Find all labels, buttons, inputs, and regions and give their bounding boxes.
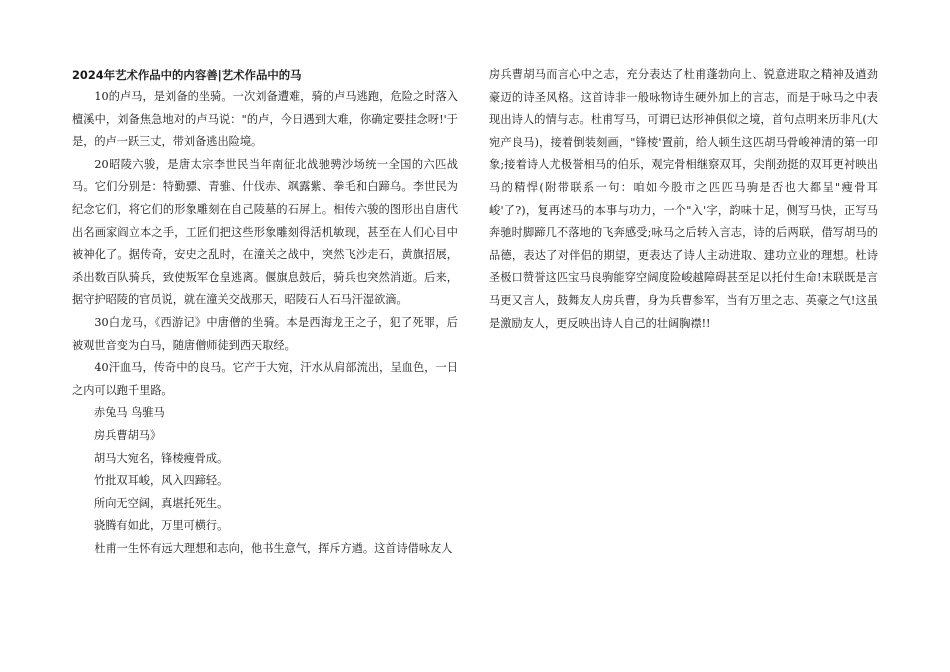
right-column xyxy=(489,64,878,335)
poem-line: 赤兔马 鸟骓马 xyxy=(94,406,165,420)
paragraph-commentary-start: 杜甫一生怀有远大理想和志向，他书生意气，挥斥方遒。这首诗借咏友人 xyxy=(94,541,453,555)
poem-line: 骁腾有如此，万里可横行。 xyxy=(94,519,229,533)
paragraph-dilu: 10的卢马，是刘备的坐骑。一次刘备遭难，骑的卢马逃跑，危险之时落入檀溪中，刘备焦急地对的卢马说："的卢，今日遇到大难，你确定要挂念呀!'于是，的卢一跃三丈，带刘备逃出险境。 xyxy=(72,90,458,149)
poem-line: 竹批双耳峻，风入四蹄轻。 xyxy=(94,474,229,488)
paragraph-zhaoling-six-steeds: 20昭陵六骏，是唐太宗李世民当年南征北战驰骋沙场统一全国的六匹战马。它们分别是：特勤骠、青骓、什伐赤、飒露紫、拳毛和白蹄乌。李世民为纪念它们，将它们的形象雕刻在自己陵墓的石屏上。相传六骏的图形出自唐代出名画家阎立本之手，工匠们把这些形象雕刻得活机敏现，甚至在人们心目中被神化了。据传奇，安史之乱时，在潼关之战中，突然飞沙走石，黄旗招展，杀出数百队骑兵，致使叛军仓皇逃离。偃旗息鼓后，骑兵也突然消逝。后来，据守护昭陵的官员说，就在潼关交战那天，昭陵石人石马汗湿欲滴。 xyxy=(72,157,458,307)
paragraph-ferghana-horse: 40汗血马，传奇中的良马。它产于大宛，汗水从肩部流出，呈血色，一日之内可以跑千里路。 xyxy=(72,361,458,397)
document-title: 2024年艺术作品中的内容善|艺术作品中的马 xyxy=(72,68,302,82)
poem-title: 房兵曹胡马》 xyxy=(94,428,162,442)
poem-line: 胡马大宛名，锋棱瘦骨成。 xyxy=(94,451,229,465)
left-column xyxy=(72,64,458,560)
poem-line: 所向无空阔，真堪托死生。 xyxy=(94,496,229,510)
paragraph-white-dragon-horse: 30白龙马，《西游记》中唐僧的坐骑。本是西海龙王之子，犯了死罪，后被观世音变为白马，随唐僧师徒到西天取经。 xyxy=(72,315,458,352)
paragraph-commentary-continued: 房兵曹胡马而言心中之志，充分表达了杜甫蓬勃向上、锐意进取之精神及遒劲豪迈的诗圣风格。这首诗非一般咏物诗生硬外加上的言志，而是于咏马之中表现出诗人的情与志。杜甫写马，可谓已达形神俱似之境，首句点明来历非凡(大宛产良马)，接着倒装刻画，"锋棱'置前，给人顿生这匹胡马骨峻神清的第一印象;接着诗人尤极誉相马的伯乐，观完骨相继察双耳，尖削劲挺的双耳更衬映出马的精悍(附带联系一句：咱如今股市之匹匹马驹是否也大都呈"瘦骨耳峻'了?)，复再述马的本事与功力，一个"入'字，韵味十足，侧写马快，正写马奔驰时脚蹄几不落地的飞奔感受;咏马之后转入言志，诗的后两联，借写胡马的品德，表达了对伴侣的期望，更表达了诗人主动进取、建功立业的理想。杜诗圣极口赞誉这匹宝马良驹能穿空阔度险峻越障碍甚至足以托付生命!末联既是言马更又言人，鼓舞友人房兵曹，身为兵曹参军，当有万里之志、英豪之气!这虽是激励友人，更反映出诗人自己的壮阔胸襟!! xyxy=(489,68,878,330)
